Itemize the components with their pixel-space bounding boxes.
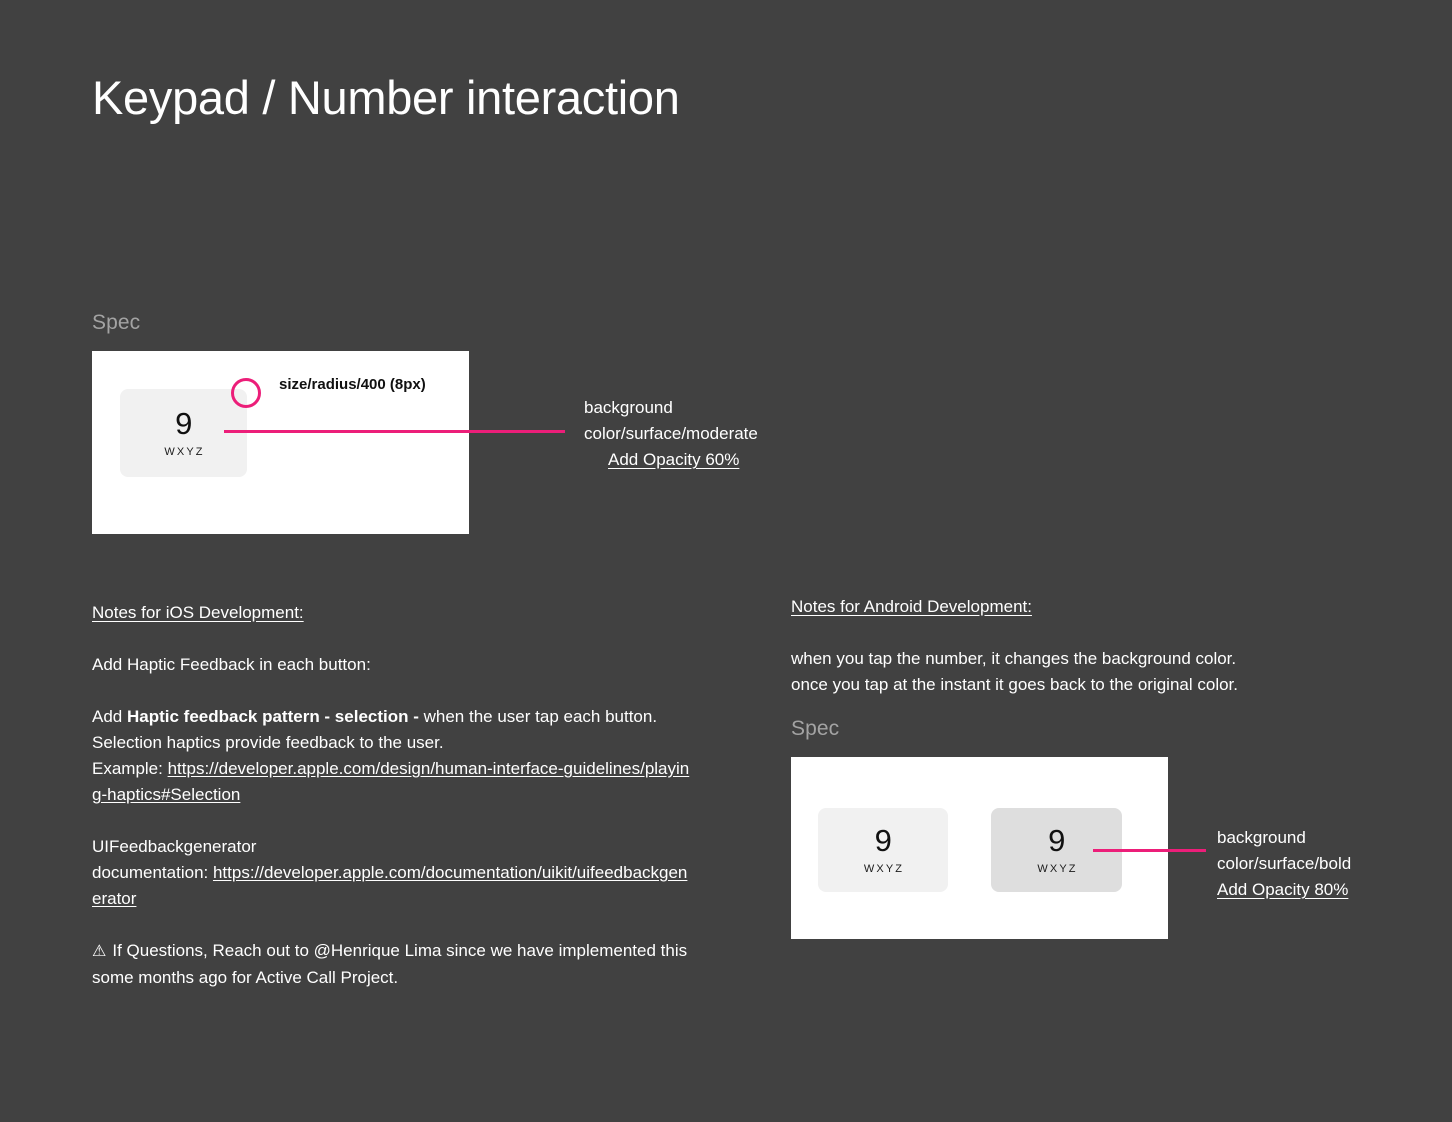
para2-bold: Haptic feedback pattern - selection - bbox=[126, 707, 424, 726]
ios-notes-warning bbox=[92, 938, 692, 991]
radius-annotation-label: size/radius/400 (8px) bbox=[279, 376, 426, 393]
haptics-guidelines-link[interactable]: https://developer.apple.com/design/human-interface-guidelines/playing-haptics#Selection bbox=[92, 759, 690, 804]
radius-marker-circle-icon bbox=[231, 378, 261, 408]
ios-background-callout bbox=[584, 395, 758, 473]
callout-line-2: color/surface/bold bbox=[1217, 854, 1352, 873]
example-label: Example: bbox=[92, 759, 168, 778]
keypad-digit: 9 bbox=[175, 406, 192, 441]
ios-notes-para-1: Add Haptic Feedback in each button: bbox=[92, 655, 371, 674]
uifeedbackgenerator-link[interactable]: https://developer.apple.com/documentation/uikit/uifeedbackgenerator bbox=[92, 863, 688, 908]
keypad-letters: WXYZ bbox=[863, 863, 905, 875]
leader-line-ios bbox=[224, 430, 565, 433]
page-title: Keypad / Number interaction bbox=[92, 71, 680, 124]
callout-line-1: background bbox=[584, 398, 673, 417]
keypad-button-9-default[interactable] bbox=[818, 808, 948, 892]
android-notes-column bbox=[791, 594, 1391, 698]
ios-notes-heading: Notes for iOS Development: bbox=[92, 603, 304, 622]
ios-notes-para-2 bbox=[92, 704, 692, 730]
spec-label-android: Spec bbox=[791, 717, 840, 740]
android-notes-para-1: when you tap the number, it changes the background color. bbox=[791, 649, 1237, 668]
spec-label-ios: Spec bbox=[92, 311, 141, 334]
callout-line-2: color/surface/moderate bbox=[584, 424, 758, 443]
keypad-letters: WXYZ bbox=[164, 446, 205, 458]
para2-suffix: when the user tap each button. bbox=[423, 707, 658, 726]
keypad-digit: 9 bbox=[874, 823, 892, 858]
para2-prefix: Add bbox=[92, 707, 127, 726]
ios-notes-doc-title: UIFeedbackgenerator bbox=[92, 837, 257, 856]
keypad-digit: 9 bbox=[1048, 823, 1065, 858]
doc-label: documentation: bbox=[92, 863, 213, 882]
leader-line-android bbox=[1093, 849, 1206, 852]
android-background-callout bbox=[1217, 825, 1351, 903]
callout-opacity-note: Add Opacity 80% bbox=[1217, 880, 1349, 899]
callout-opacity-note: Add Opacity 60% bbox=[608, 450, 740, 469]
android-notes-heading: Notes for Android Development: bbox=[791, 597, 1032, 616]
ios-notes-para-3: Selection haptics provide feedback to the user. bbox=[92, 733, 444, 752]
ios-notes-doc bbox=[92, 860, 692, 912]
keypad-letters: WXYZ bbox=[1037, 863, 1078, 875]
warning-triangle-icon: ⚠ bbox=[92, 943, 107, 960]
android-spec-card bbox=[791, 757, 1168, 939]
ios-notes-column bbox=[92, 600, 692, 991]
ios-notes-example bbox=[92, 756, 692, 808]
android-notes-para-2: once you tap at the instant it goes back to the original color. bbox=[791, 675, 1239, 694]
callout-line-1: background bbox=[1217, 828, 1306, 847]
keypad-button-9[interactable] bbox=[120, 389, 247, 477]
warning-text: If Questions, Reach out to @Henrique Lima since we have implemented this some months ago for Active Call Project. bbox=[92, 941, 688, 987]
